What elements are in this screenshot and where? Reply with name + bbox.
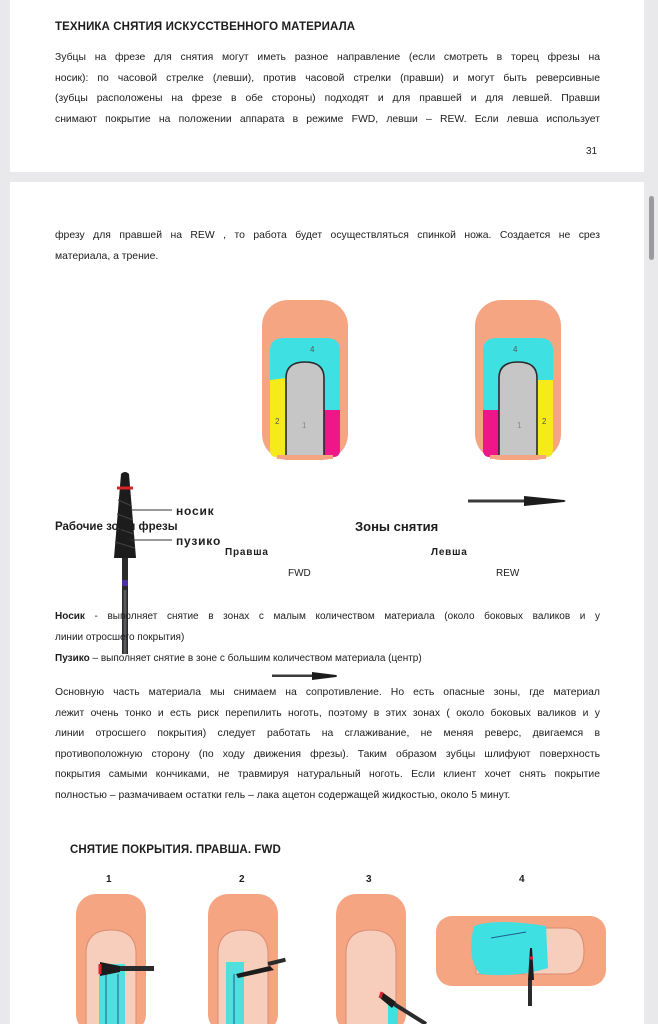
paragraph-line: снимают покрытие на положении аппарата в режиме FWD, левши – REW. Если левша использует — [55, 113, 600, 125]
page-number: 31 — [586, 146, 598, 157]
term-puziko: Пузико — [55, 653, 90, 664]
main-paragraph — [55, 683, 600, 806]
bit-small-icon — [272, 670, 338, 682]
nosik-description-line2: линии отросшего покрытия) — [55, 632, 185, 643]
step-number: 3 — [366, 874, 372, 885]
paragraph-line: противоположную сторону (по ходу движения фрезы). Таким образом зубцы шлифуют поверхность — [55, 748, 600, 760]
intro-paragraph — [55, 48, 600, 130]
paragraph-line: лежит очень тонко и есть риск перепилить ноготь, поэтому в этих зонах ( около боковых валиков и у — [55, 707, 600, 719]
step-number: 4 — [519, 874, 525, 885]
label-right-handed: Правша — [225, 547, 269, 558]
scrollbar-thumb[interactable] — [649, 196, 654, 260]
label-fwd: FWD — [288, 568, 311, 579]
paragraph-line: покрытия самыми кончиками, не травмируя натуральный ноготь. Если клиент хочет снять покрытие — [55, 769, 600, 780]
step-4-nail-diagram — [436, 908, 606, 1008]
step-2-nail-diagram — [208, 894, 298, 1024]
document-page-31 — [10, 0, 644, 172]
label-rew: REW — [496, 568, 520, 579]
document-page-32 — [10, 182, 644, 1024]
paragraph-line: Основную часть материала мы снимаем на сопротивление. Но есть опасные зоны, где материал — [55, 687, 600, 698]
puziko-text: – выполняет снятие в зоне с большим количеством материала (центр) — [89, 653, 422, 664]
section-heading-removal: СНЯТИЕ ПОКРЫТИЯ. ПРАВША. FWD — [70, 844, 281, 856]
paragraph-line: линии отросшего покрытия) следует работать на сглаживание, не меняя реверс, двигаемся в — [55, 728, 600, 739]
continued-paragraph — [55, 226, 600, 267]
term-nosik: Носик — [55, 611, 85, 622]
zone-label: 2 — [542, 417, 547, 426]
paragraph-line: фрезу для правшей на REW , то работа будет осуществляться спинкой ножа. Создается не срез — [55, 230, 600, 241]
zone-label: 4 — [310, 345, 315, 354]
step-3-nail-diagram — [336, 894, 426, 1024]
nail-zones-diagram-right — [260, 300, 350, 460]
nosik-text: - выполняет снятие в зонах с малым количеством материала (около боковых валиков и у — [84, 611, 600, 622]
cone-bit-horizontal-icon — [468, 493, 568, 509]
nail-zones-diagram-left — [473, 300, 563, 460]
label-working-zones: Рабочие зоны фрезы — [55, 521, 178, 533]
section-heading: ТЕХНИКА СНЯТИЯ ИСКУССТВЕННОГО МАТЕРИАЛА — [55, 21, 356, 33]
label-puziko: пузико — [176, 534, 222, 548]
paragraph-line: носик): по часовой стрелке (левши), против часовой стрелки (правши) и могут быть реверсивные — [55, 72, 600, 84]
puziko-description — [55, 653, 422, 664]
step-number: 1 — [106, 874, 112, 885]
zone-label: 1 — [517, 421, 522, 430]
label-left-handed: Левша — [431, 547, 468, 558]
step-1-nail-diagram — [76, 894, 166, 1024]
label-nosik: носик — [176, 504, 215, 518]
paragraph-line: полностью – размачиваем остатки гель – лака ацетон содержащей жидкостью, около 5 минут. — [55, 789, 511, 801]
label-removal-zones: Зоны снятия — [355, 519, 439, 534]
nosik-description — [55, 611, 600, 622]
paragraph-line: материала, а трение. — [55, 250, 159, 262]
step-number: 2 — [239, 874, 245, 885]
zone-label: 1 — [302, 421, 307, 430]
zone-label: 4 — [513, 345, 518, 354]
zone-label: 2 — [275, 417, 280, 426]
paragraph-line: (зубцы расположены на фрезе в обе стороны) подходят и для правшей и для левшей. Правши — [55, 93, 600, 104]
paragraph-line: Зубцы на фрезе для снятия могут иметь разное направление (если смотреть в торец фрезы на — [55, 52, 600, 63]
